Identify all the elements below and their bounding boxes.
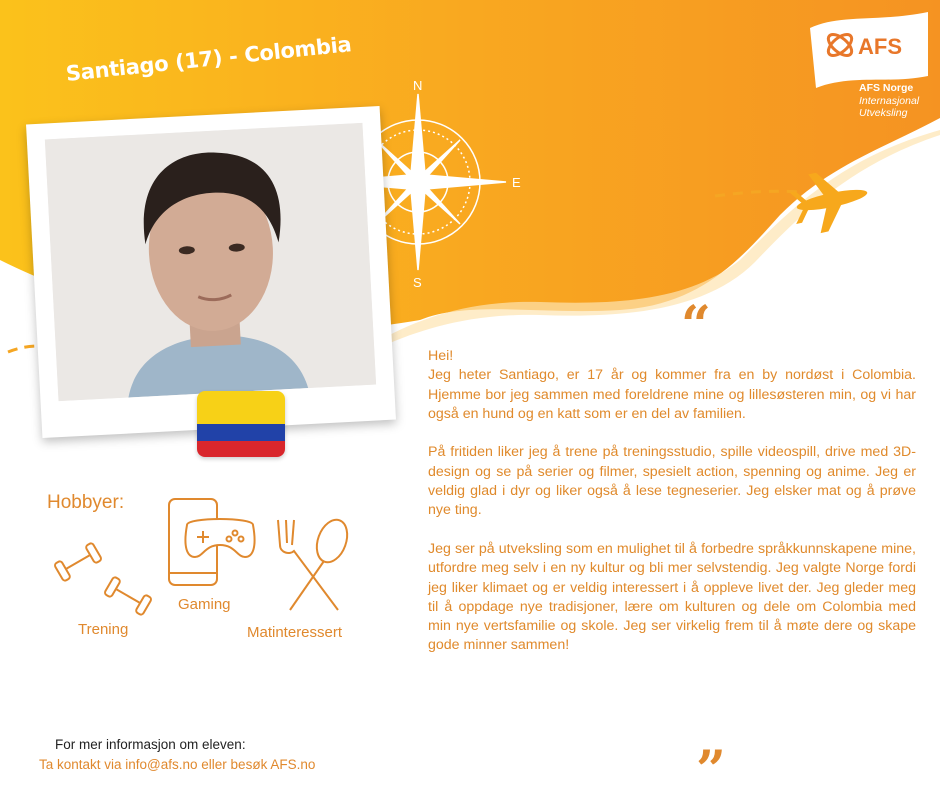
compass-s: S [413,275,422,290]
logo-subtitle [859,82,919,120]
hobbies-heading: Hobbyer: [47,492,125,513]
dumbbell-icon [50,540,162,620]
compass-e: E [512,175,521,190]
quote-open-icon: “ [681,295,711,356]
logo-wordmark: AFS [858,34,902,59]
letter-paragraph-2: På fritiden liker jeg å trene på treningsstudio, spille videospill, drive med 3D-design og se på serier og filmer, spesielt action, spenning og anime. Jeg er veldig glad i dyr og liker også å lese tegneserier. Jeg elsker mat og å prøve nye ting. [428,444,916,519]
hobby-label-trening: Trening [78,621,129,638]
hobby-label-matinteressert: Matinteressert [247,624,343,641]
letter-paragraph-1: Hei! Jeg heter Santiago, er 17 år og kommer fra en by nordøst i Colombia. Hjemme bor jeg sammen med foreldrene mine og lillesøsteren min, og vi har også en hund og en katt som er en del av familien. [428,348,916,422]
student-portrait [45,123,376,401]
gaming-phone-icon [165,495,260,590]
student-photo [45,123,376,401]
hobby-label-gaming: Gaming [178,596,231,613]
contact-heading: For mer informasjon om eleven: [55,737,246,752]
letter-paragraph-3: Jeg ser på utveksling som en mulighet til å forbedre språkkunnskapene mine, utfordre meg selv i en ny kultur og bli mer selvstendig. Jeg valgte Norge fordi jeg liker klimaet og er veldig interessert i å oppleve livet der. Jeg gleder meg til å oppdage nye tradisjoner, lære om kulturen og dele om Colombia med min nye vertsfamilie og skole. Jeg ser virkelig frem til å møte dere og skape gode minner sammen! [428,540,916,654]
quote-close-icon: ” [696,740,726,801]
letter-text [428,347,916,675]
fork-spoon-icon [268,515,358,615]
logo-line-1: AFS Norge [859,82,914,94]
logo-line-2: Internasjonal [859,94,920,107]
page-title: Santiago (17) - Colombia [64,32,353,86]
contact-text[interactable]: Ta kontakt via info@afs.no eller besøk AFS.no [39,757,316,772]
afs-logo [810,12,928,88]
compass-n: N [413,78,423,93]
logo-line-3: Utveksling [859,107,908,119]
photo-frame [26,106,396,438]
colombia-flag-icon [197,391,285,457]
